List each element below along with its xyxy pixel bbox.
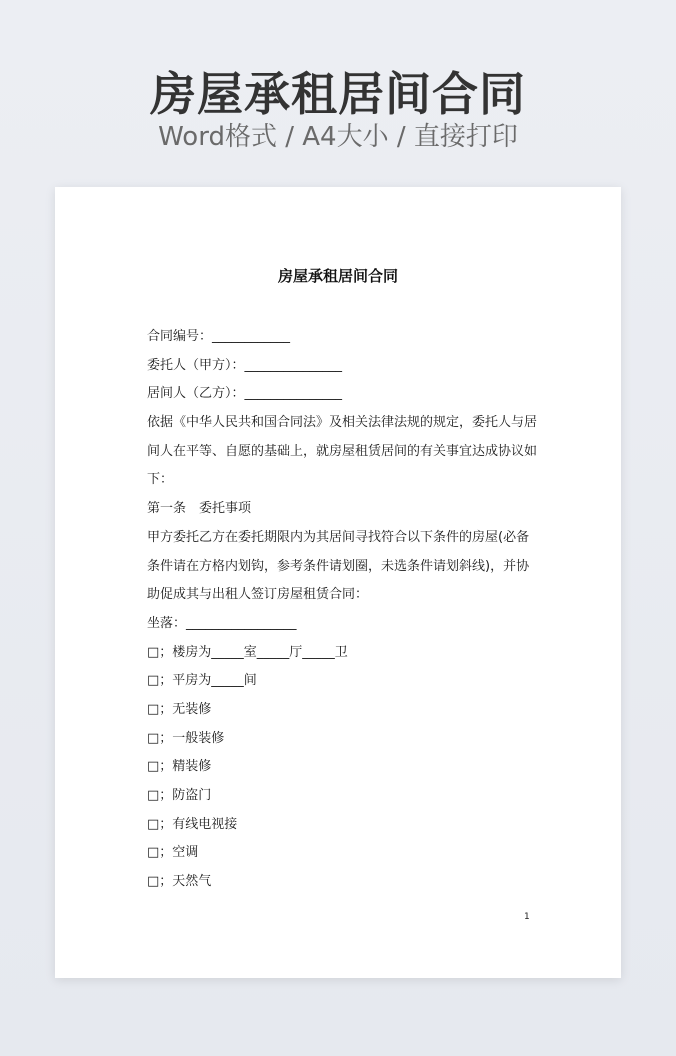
page-number: 1 <box>524 912 530 922</box>
checkbox-option-line: □；有线电视接 <box>147 816 238 832</box>
article-text-line: 条件请在方格内划钩，参考条件请划圈，未选条件请划斜线)，并协 <box>147 558 530 574</box>
document-title: 房屋承租居间合同 <box>277 267 398 285</box>
document-page <box>55 187 621 978</box>
preamble-line: 间人在平等、自愿的基础上，就房屋租赁居间的有关事宜达成协议如 <box>147 443 537 459</box>
article-heading: 第一条 委托事项 <box>147 501 252 517</box>
document-body <box>147 323 537 897</box>
checkbox-option-line: □；楼房为_____室_____厅_____卫 <box>147 644 348 660</box>
checkbox-option-line: □；一般装修 <box>147 730 225 746</box>
banner-title: 房屋承租居间合同 <box>150 67 526 121</box>
preamble-line: 依据《中华人民共和国合同法》及相关法律法规的规定，委托人与居 <box>147 415 537 431</box>
location-line: 坐落：_________________ <box>147 615 297 631</box>
broker-party-line: 居间人（乙方）：_______________ <box>147 386 343 402</box>
checkbox-option-line: □；精装修 <box>147 759 212 775</box>
article-text-line: 甲方委托乙方在委托期限内为其居间寻找符合以下条件的房屋(必备 <box>147 529 530 545</box>
preamble-line: 下： <box>147 472 174 488</box>
checkbox-option-line: □；无装修 <box>147 701 212 717</box>
checkbox-option-line: □；空调 <box>147 845 199 861</box>
article-text-line: 助促成其与出租人签订房屋租赁合同： <box>147 587 369 603</box>
banner-subtitle: Word格式 / A4大小 / 直接打印 <box>158 122 518 152</box>
checkbox-option-line: □；防盗门 <box>147 788 212 803</box>
client-party-line: 委托人（甲方）：_______________ <box>147 357 343 373</box>
checkbox-option-line: □；天然气 <box>147 874 212 890</box>
contract-number-line: 合同编号：____________ <box>147 329 291 344</box>
checkbox-option-line: □；平房为_____间 <box>147 673 257 689</box>
